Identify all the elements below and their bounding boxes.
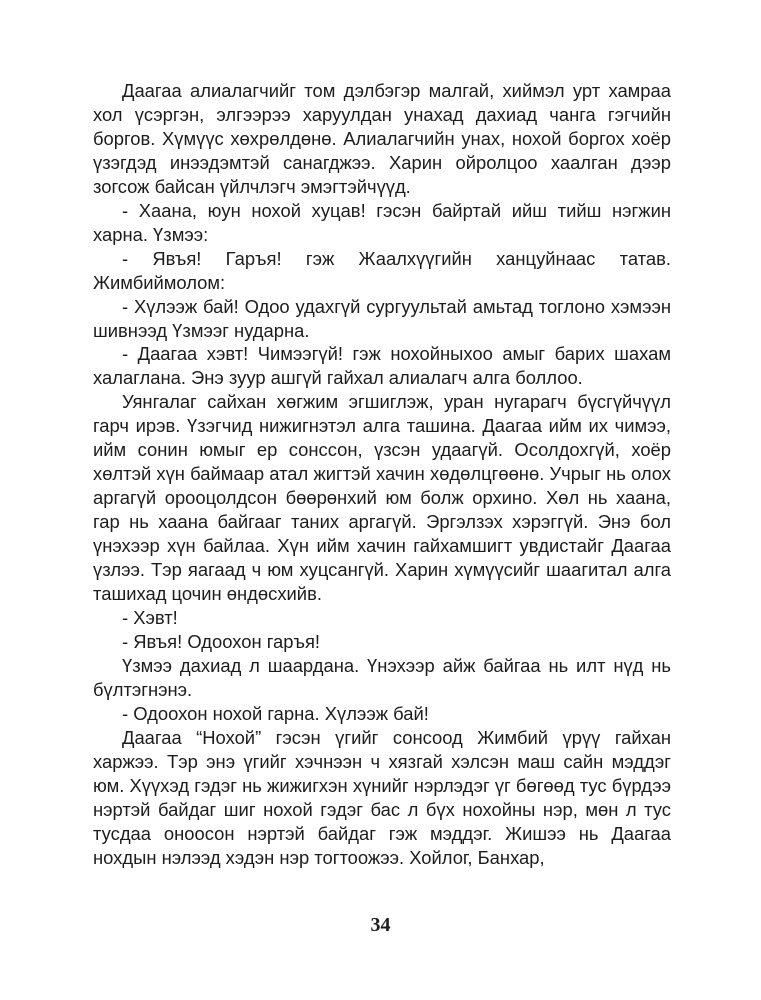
- paragraph-4: - Хүлээж бай! Одоо удахгүй сургуультай амьтад тоглоно хэмээн шивнээд Үзмээг нударна.: [93, 295, 671, 341]
- page-number: 34: [370, 914, 391, 936]
- body-text: [93, 79, 671, 869]
- paragraph-6: Уянгалаг сайхан хөгжим эгшиглэж, уран нугарагч бүсгүйчүүл гарч ирэв. Үзэгчид нижигнэтэл алга ташина. Даагаа ийм их чимээ, ийм сонин юмыг ер сонссон, үзсэн удаагүй. Осолдохгүй, хоёр хөлтэй хүн баймаар атал жигтэй хачин хөдөлцгөөнө. Учрыг нь олох аргагүй орооцолдсон бөөрөнхий юм болж орхино. Хөл нь хаана, гар нь хаана байгааг таних аргагүй. Эргэлзэх хэрэггүй. Энэ бол үнэхээр хүн байлаа. Хүн ийм хачин гайхамшигт увдистайг Даагаа үзлээ. Тэр яагаад ч юм хуцсангүй. Харин хүмүүсийг шаагитал алга ташихад цочин өндөсхийв.: [93, 391, 671, 605]
- paragraph-11: Даагаа “Нохой” гэсэн үгийг сонсоод Жимбий үрүү гайхан харжээ. Тэр энэ үгийг хэчнээн ч хязгай хэлсэн маш сайн мэддэг юм. Хүүхэд гэдэг нь жижигхэн хүнийг нэрлэдэг үг бөгөөд тус бүрдээ нэртэй байдаг шиг нохой гэдэг бас л бүх нохойны нэр, мөн л тус тусдаа оноосон нэртэй байдаг гэж мэддэг. Жишээ нь Даагаа нохдын нэлээд хэдэн нэр тогтоожээ. Хойлог, Банхар,: [93, 726, 671, 868]
- paragraph-2: - Хаана, юун нохой хуцав! гэсэн байртай ийш тийш нэгжин харна. Үзмээ:: [93, 199, 671, 245]
- paragraph-9: Үзмээ дахиад л шаардана. Үнэхээр айж байгаа нь илт нүд нь бүлтэгнэнэ.: [93, 654, 671, 700]
- paragraph-7: - Хэвт!: [122, 606, 178, 628]
- paragraph-8: - Явъя! Одоохон гаръя!: [122, 630, 321, 652]
- paragraph-5: - Даагаа хэвт! Чимээгүй! гэж нохойныхоо амыг барих шахам халаглана. Энэ зуур ашгүй гайхал алиалагч алга боллоо.: [93, 343, 671, 389]
- paragraph-3: - Явъя! Гаръя! гэж Жаалхүүгийн ханцуйнаас татав. Жимбиймолом:: [93, 247, 671, 293]
- paragraph-1: Даагаа алиалагчийг том дэлбэгэр малгай, хиймэл урт хамраа хол үсэргэн, элгээрээ харуулдан унахад дахиад чанга гэгчийн боргов. Хүмүүс хөхрөлдөнө. Алиалагчийн унах, нохой боргох хоёр үзэгдэд инээдэмтэй санагджээ. Харин ойролцоо хаалган дээр зогсож байсан үйлчлэгч эмэгтэйчүүд.: [93, 80, 671, 197]
- paragraph-10: - Одоохон нохой гарна. Хүлээж бай!: [122, 702, 429, 724]
